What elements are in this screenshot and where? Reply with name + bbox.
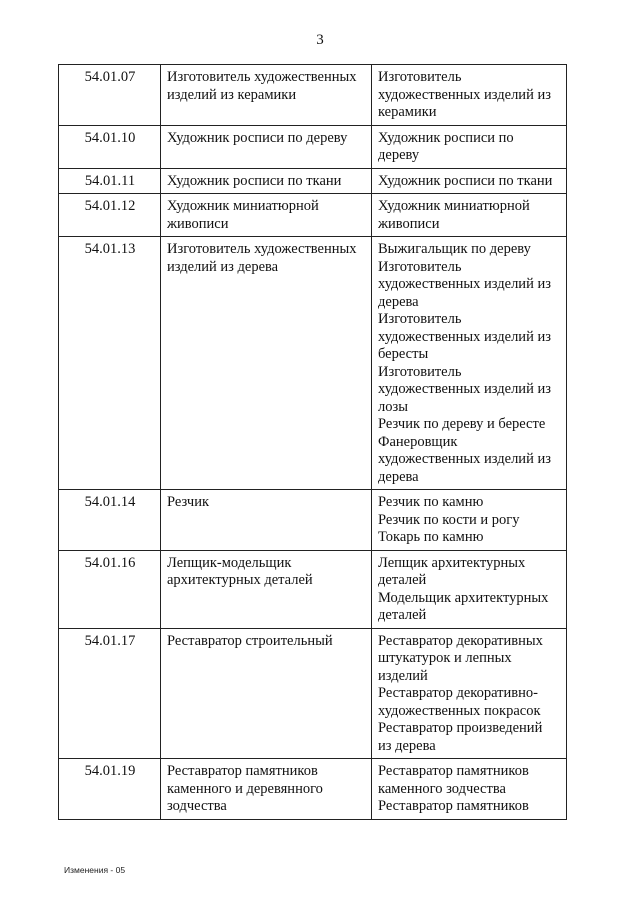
related-profession-line: керамики (378, 104, 437, 120)
related-profession-line: Лепщик архитектурных (378, 554, 526, 571)
profession-name-line: Лепщик-модельщик (167, 554, 292, 571)
related-professions (372, 237, 567, 490)
profession-name (161, 550, 372, 628)
related-professions (372, 125, 567, 168)
profession-name-line: Художник росписи по ткани (167, 172, 342, 189)
related-profession-line: лозы (378, 398, 408, 415)
profession-name-line: Изготовитель художественных (167, 69, 357, 85)
profession-name-line: изделий из керамики (167, 86, 297, 103)
related-profession-line: Реставратор памятников (378, 763, 529, 779)
profession-name-line: Художник миниатюрной (167, 198, 319, 214)
related-profession-line: Изготовитель (378, 69, 462, 85)
related-profession-line: деталей (378, 607, 427, 623)
related-professions (372, 550, 567, 628)
related-profession-line: художественных изделий из (378, 328, 551, 345)
related-profession-line: Резчик по камню (378, 494, 484, 510)
related-profession-line: художественных покрасок (378, 702, 541, 719)
profession-code: 54.01.16 (59, 550, 161, 628)
table-row (59, 550, 567, 628)
related-profession-line: Художник росписи по ткани (378, 172, 553, 189)
profession-name (161, 490, 372, 551)
related-profession-line: Резчик по кости и рогу (378, 511, 520, 528)
related-professions (372, 759, 567, 820)
related-profession-line: штукатурок и лепных (378, 650, 512, 666)
related-profession-line: дерева (378, 468, 419, 485)
profession-name (161, 628, 372, 759)
profession-name-line: изделий из дерева (167, 258, 279, 275)
related-profession-line: Изготовитель (378, 258, 462, 275)
profession-name (161, 168, 372, 194)
related-profession-line: Фанеровщик (378, 433, 458, 450)
table-row (59, 490, 567, 551)
professions-table (58, 64, 567, 820)
related-profession-line: бересты (378, 346, 429, 362)
table-row (59, 168, 567, 194)
related-professions (372, 628, 567, 759)
profession-code: 54.01.17 (59, 628, 161, 759)
profession-code: 54.01.07 (59, 65, 161, 126)
table-row (59, 759, 567, 820)
profession-name-line: архитектурных деталей (167, 572, 313, 588)
profession-name-line: Художник росписи по дереву (167, 129, 348, 146)
profession-name-line: Реставратор памятников (167, 763, 318, 779)
related-profession-line: из дерева (378, 737, 436, 754)
related-profession-line: художественных изделий из (378, 381, 551, 397)
table-row (59, 194, 567, 237)
table-row (59, 65, 567, 126)
related-profession-line: художественных изделий из (378, 451, 551, 467)
profession-name-line: Изготовитель художественных (167, 241, 357, 257)
related-professions (372, 168, 567, 194)
related-profession-line: Реставратор памятников (378, 798, 529, 814)
page-number: 3 (316, 32, 324, 48)
related-profession-line: Художник росписи по (378, 129, 514, 146)
table-row (59, 237, 567, 490)
related-profession-line: Художник миниатюрной (378, 198, 530, 214)
related-profession-line: Токарь по камню (378, 529, 484, 545)
profession-name-line: каменного и деревянного (167, 780, 323, 797)
table-row (59, 628, 567, 759)
related-professions (372, 65, 567, 126)
related-profession-line: Изготовитель (378, 363, 462, 380)
related-profession-line: Реставратор декоративно- (378, 685, 538, 701)
profession-code: 54.01.13 (59, 237, 161, 490)
profession-code: 54.01.12 (59, 194, 161, 237)
related-profession-line: изделий (378, 667, 428, 684)
related-profession-line: Реставратор произведений (378, 720, 543, 736)
profession-code: 54.01.11 (59, 168, 161, 194)
related-profession-line: живописи (378, 215, 440, 232)
table-row (59, 125, 567, 168)
footer-revision: Изменения - 05 (64, 865, 126, 875)
related-profession-line: дереву (378, 147, 420, 163)
profession-name (161, 125, 372, 168)
related-professions (372, 194, 567, 237)
related-profession-line: Изготовитель (378, 311, 462, 327)
related-profession-line: художественных изделий из (378, 86, 551, 103)
profession-name (161, 194, 372, 237)
profession-name (161, 65, 372, 126)
profession-code: 54.01.10 (59, 125, 161, 168)
related-profession-line: Реставратор декоративных (378, 632, 543, 649)
profession-name-line: Реставратор строительный (167, 632, 333, 649)
related-profession-line: каменного зодчества (378, 780, 506, 797)
profession-name-line: живописи (167, 215, 229, 232)
profession-name (161, 237, 372, 490)
profession-code: 54.01.14 (59, 490, 161, 551)
related-professions (372, 490, 567, 551)
related-profession-line: Выжигальщик по дереву (378, 241, 531, 257)
related-profession-line: дерева (378, 293, 419, 310)
related-profession-line: художественных изделий из (378, 276, 551, 292)
profession-name-line: зодчества (167, 798, 227, 814)
related-profession-line: Резчик по дереву и бересте (378, 416, 546, 432)
related-profession-line: деталей (378, 572, 427, 588)
related-profession-line: Модельщик архитектурных (378, 589, 549, 606)
profession-name-line: Резчик (167, 494, 210, 510)
profession-code: 54.01.19 (59, 759, 161, 820)
profession-name (161, 759, 372, 820)
